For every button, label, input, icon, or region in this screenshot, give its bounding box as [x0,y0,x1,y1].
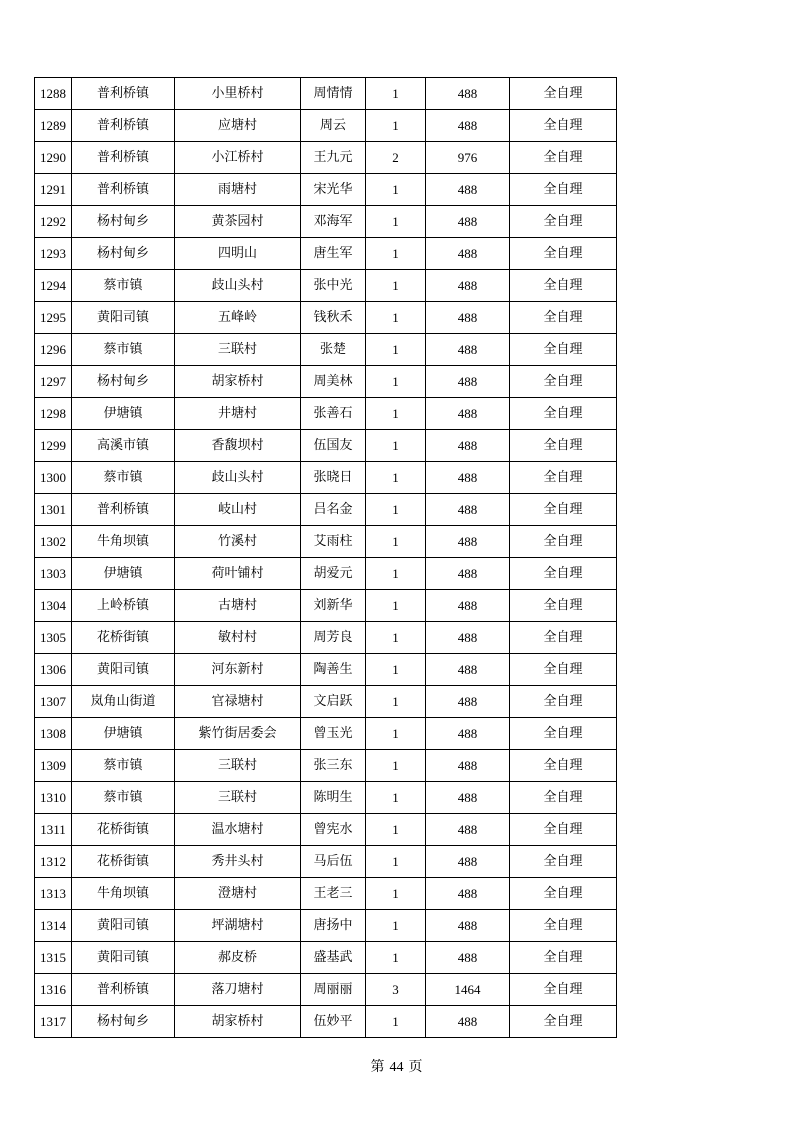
count-cell: 1 [366,174,426,206]
row-index-cell: 1291 [35,174,72,206]
name-cell: 张晓日 [301,462,366,494]
name-cell: 陈明生 [301,782,366,814]
name-cell: 周美林 [301,366,366,398]
count-cell: 1 [366,846,426,878]
town-cell: 普利桥镇 [72,110,175,142]
amount-cell: 488 [426,910,510,942]
row-index-cell: 1299 [35,430,72,462]
row-index-cell: 1292 [35,206,72,238]
amount-cell: 488 [426,398,510,430]
amount-cell: 488 [426,238,510,270]
name-cell: 唐生军 [301,238,366,270]
row-index-cell: 1302 [35,526,72,558]
care-type-cell: 全自理 [510,462,617,494]
name-cell: 胡爱元 [301,558,366,590]
name-cell: 邓海军 [301,206,366,238]
care-type-cell: 全自理 [510,78,617,110]
amount-cell: 488 [426,814,510,846]
village-cell: 四明山 [175,238,301,270]
row-index-cell: 1295 [35,302,72,334]
village-cell: 小里桥村 [175,78,301,110]
table-row [35,1006,617,1038]
care-type-cell: 全自理 [510,558,617,590]
amount-cell: 976 [426,142,510,174]
count-cell: 1 [366,430,426,462]
row-index-cell: 1317 [35,1006,72,1038]
row-index-cell: 1309 [35,750,72,782]
care-type-cell: 全自理 [510,846,617,878]
table-row [35,526,617,558]
table-row [35,558,617,590]
row-index-cell: 1310 [35,782,72,814]
care-type-cell: 全自理 [510,942,617,974]
care-type-cell: 全自理 [510,270,617,302]
count-cell: 1 [366,238,426,270]
table-row [35,878,617,910]
row-index-cell: 1311 [35,814,72,846]
care-type-cell: 全自理 [510,494,617,526]
care-type-cell: 全自理 [510,814,617,846]
amount-cell: 488 [426,878,510,910]
amount-cell: 488 [426,270,510,302]
care-type-cell: 全自理 [510,622,617,654]
town-cell: 杨村甸乡 [72,206,175,238]
village-cell: 澄塘村 [175,878,301,910]
page-number: 44 [389,1060,404,1075]
row-index-cell: 1288 [35,78,72,110]
table-row [35,270,617,302]
row-index-cell: 1315 [35,942,72,974]
village-cell: 官禄塘村 [175,686,301,718]
village-cell: 三联村 [175,334,301,366]
name-cell: 曾宪水 [301,814,366,846]
table-body [35,78,617,1038]
count-cell: 1 [366,686,426,718]
village-cell: 河东新村 [175,654,301,686]
name-cell: 张善石 [301,398,366,430]
town-cell: 黄阳司镇 [72,910,175,942]
name-cell: 宋光华 [301,174,366,206]
table-row [35,142,617,174]
town-cell: 牛角坝镇 [72,878,175,910]
town-cell: 花桥街镇 [72,846,175,878]
village-cell: 三联村 [175,750,301,782]
town-cell: 蔡市镇 [72,782,175,814]
care-type-cell: 全自理 [510,334,617,366]
table-row [35,206,617,238]
row-index-cell: 1303 [35,558,72,590]
name-cell: 张三东 [301,750,366,782]
data-table [34,77,617,1038]
town-cell: 普利桥镇 [72,78,175,110]
table-row [35,334,617,366]
row-index-cell: 1298 [35,398,72,430]
village-cell: 歧山头村 [175,462,301,494]
town-cell: 杨村甸乡 [72,366,175,398]
town-cell: 黄阳司镇 [72,302,175,334]
table-row [35,398,617,430]
table-row [35,974,617,1006]
amount-cell: 488 [426,558,510,590]
row-index-cell: 1305 [35,622,72,654]
amount-cell: 488 [426,654,510,686]
count-cell: 1 [366,302,426,334]
table-row [35,174,617,206]
town-cell: 伊塘镇 [72,718,175,750]
count-cell: 1 [366,782,426,814]
village-cell: 岐山村 [175,494,301,526]
name-cell: 吕名金 [301,494,366,526]
count-cell: 1 [366,590,426,622]
town-cell: 上岭桥镇 [72,590,175,622]
row-index-cell: 1290 [35,142,72,174]
table-row [35,302,617,334]
amount-cell: 488 [426,78,510,110]
town-cell: 岚角山街道 [72,686,175,718]
village-cell: 古塘村 [175,590,301,622]
count-cell: 1 [366,942,426,974]
village-cell: 紫竹街居委会 [175,718,301,750]
amount-cell: 488 [426,174,510,206]
table-row [35,622,617,654]
town-cell: 黄阳司镇 [72,942,175,974]
name-cell: 伍国友 [301,430,366,462]
town-cell: 普利桥镇 [72,174,175,206]
row-index-cell: 1313 [35,878,72,910]
village-cell: 郝皮桥 [175,942,301,974]
count-cell: 1 [366,814,426,846]
village-cell: 温水塘村 [175,814,301,846]
count-cell: 1 [366,878,426,910]
amount-cell: 488 [426,302,510,334]
page-footer [0,1056,793,1076]
name-cell: 唐扬中 [301,910,366,942]
row-index-cell: 1289 [35,110,72,142]
amount-cell: 488 [426,334,510,366]
row-index-cell: 1308 [35,718,72,750]
table-row [35,654,617,686]
table-row [35,942,617,974]
row-index-cell: 1307 [35,686,72,718]
village-cell: 香馥坝村 [175,430,301,462]
village-cell: 黄茶园村 [175,206,301,238]
amount-cell: 488 [426,430,510,462]
care-type-cell: 全自理 [510,1006,617,1038]
table-row [35,430,617,462]
count-cell: 1 [366,910,426,942]
amount-cell: 488 [426,206,510,238]
care-type-cell: 全自理 [510,366,617,398]
amount-cell: 488 [426,110,510,142]
count-cell: 1 [366,206,426,238]
count-cell: 2 [366,142,426,174]
table-row [35,590,617,622]
care-type-cell: 全自理 [510,878,617,910]
town-cell: 黄阳司镇 [72,654,175,686]
care-type-cell: 全自理 [510,590,617,622]
table-row [35,686,617,718]
name-cell: 刘新华 [301,590,366,622]
count-cell: 1 [366,494,426,526]
row-index-cell: 1300 [35,462,72,494]
name-cell: 盛基武 [301,942,366,974]
name-cell: 张中光 [301,270,366,302]
town-cell: 杨村甸乡 [72,1006,175,1038]
town-cell: 花桥街镇 [72,814,175,846]
table-row [35,78,617,110]
village-cell: 落刀塘村 [175,974,301,1006]
name-cell: 伍妙平 [301,1006,366,1038]
table-row [35,814,617,846]
table-row [35,910,617,942]
table-row [35,782,617,814]
amount-cell: 488 [426,494,510,526]
row-index-cell: 1312 [35,846,72,878]
table-row [35,718,617,750]
town-cell: 牛角坝镇 [72,526,175,558]
table-row [35,110,617,142]
amount-cell: 1464 [426,974,510,1006]
town-cell: 伊塘镇 [72,558,175,590]
town-cell: 蔡市镇 [72,334,175,366]
name-cell: 文启跃 [301,686,366,718]
name-cell: 曾玉光 [301,718,366,750]
count-cell: 1 [366,750,426,782]
town-cell: 蔡市镇 [72,270,175,302]
care-type-cell: 全自理 [510,174,617,206]
row-index-cell: 1314 [35,910,72,942]
table-row [35,846,617,878]
care-type-cell: 全自理 [510,398,617,430]
care-type-cell: 全自理 [510,238,617,270]
town-cell: 普利桥镇 [72,494,175,526]
amount-cell: 488 [426,526,510,558]
row-index-cell: 1294 [35,270,72,302]
amount-cell: 488 [426,686,510,718]
care-type-cell: 全自理 [510,750,617,782]
table-row [35,238,617,270]
town-cell: 花桥街镇 [72,622,175,654]
name-cell: 艾雨柱 [301,526,366,558]
row-index-cell: 1297 [35,366,72,398]
village-cell: 小江桥村 [175,142,301,174]
town-cell: 高溪市镇 [72,430,175,462]
village-cell: 雨塘村 [175,174,301,206]
village-cell: 五峰岭 [175,302,301,334]
count-cell: 1 [366,654,426,686]
table-row [35,462,617,494]
care-type-cell: 全自理 [510,686,617,718]
care-type-cell: 全自理 [510,302,617,334]
village-cell: 井塘村 [175,398,301,430]
amount-cell: 488 [426,846,510,878]
amount-cell: 488 [426,942,510,974]
village-cell: 竹溪村 [175,526,301,558]
amount-cell: 488 [426,782,510,814]
name-cell: 王老三 [301,878,366,910]
name-cell: 王九元 [301,142,366,174]
village-cell: 胡家桥村 [175,1006,301,1038]
name-cell: 钱秋禾 [301,302,366,334]
row-index-cell: 1296 [35,334,72,366]
table-row [35,366,617,398]
amount-cell: 488 [426,1006,510,1038]
town-cell: 蔡市镇 [72,462,175,494]
count-cell: 1 [366,462,426,494]
count-cell: 1 [366,334,426,366]
count-cell: 1 [366,622,426,654]
care-type-cell: 全自理 [510,526,617,558]
row-index-cell: 1304 [35,590,72,622]
name-cell: 周云 [301,110,366,142]
village-cell: 胡家桥村 [175,366,301,398]
count-cell: 1 [366,526,426,558]
name-cell: 周丽丽 [301,974,366,1006]
village-cell: 秀井头村 [175,846,301,878]
care-type-cell: 全自理 [510,974,617,1006]
footer-suffix: 页 [408,1059,423,1075]
row-index-cell: 1293 [35,238,72,270]
count-cell: 1 [366,1006,426,1038]
village-cell: 敏村村 [175,622,301,654]
care-type-cell: 全自理 [510,654,617,686]
care-type-cell: 全自理 [510,718,617,750]
count-cell: 1 [366,78,426,110]
town-cell: 杨村甸乡 [72,238,175,270]
village-cell: 荷叶铺村 [175,558,301,590]
name-cell: 周情情 [301,78,366,110]
name-cell: 周芳良 [301,622,366,654]
amount-cell: 488 [426,750,510,782]
amount-cell: 488 [426,366,510,398]
care-type-cell: 全自理 [510,206,617,238]
name-cell: 陶善生 [301,654,366,686]
care-type-cell: 全自理 [510,142,617,174]
name-cell: 张楚 [301,334,366,366]
care-type-cell: 全自理 [510,430,617,462]
town-cell: 普利桥镇 [72,974,175,1006]
town-cell: 普利桥镇 [72,142,175,174]
town-cell: 伊塘镇 [72,398,175,430]
count-cell: 1 [366,398,426,430]
table-row [35,494,617,526]
village-cell: 歧山头村 [175,270,301,302]
village-cell: 三联村 [175,782,301,814]
count-cell: 1 [366,270,426,302]
row-index-cell: 1306 [35,654,72,686]
footer-prefix: 第 [370,1059,385,1075]
count-cell: 1 [366,110,426,142]
count-cell: 3 [366,974,426,1006]
care-type-cell: 全自理 [510,910,617,942]
village-cell: 坪湖塘村 [175,910,301,942]
count-cell: 1 [366,718,426,750]
amount-cell: 488 [426,462,510,494]
town-cell: 蔡市镇 [72,750,175,782]
care-type-cell: 全自理 [510,110,617,142]
name-cell: 马后伍 [301,846,366,878]
amount-cell: 488 [426,718,510,750]
village-cell: 应塘村 [175,110,301,142]
row-index-cell: 1301 [35,494,72,526]
amount-cell: 488 [426,622,510,654]
amount-cell: 488 [426,590,510,622]
row-index-cell: 1316 [35,974,72,1006]
count-cell: 1 [366,558,426,590]
table-row [35,750,617,782]
care-type-cell: 全自理 [510,782,617,814]
count-cell: 1 [366,366,426,398]
